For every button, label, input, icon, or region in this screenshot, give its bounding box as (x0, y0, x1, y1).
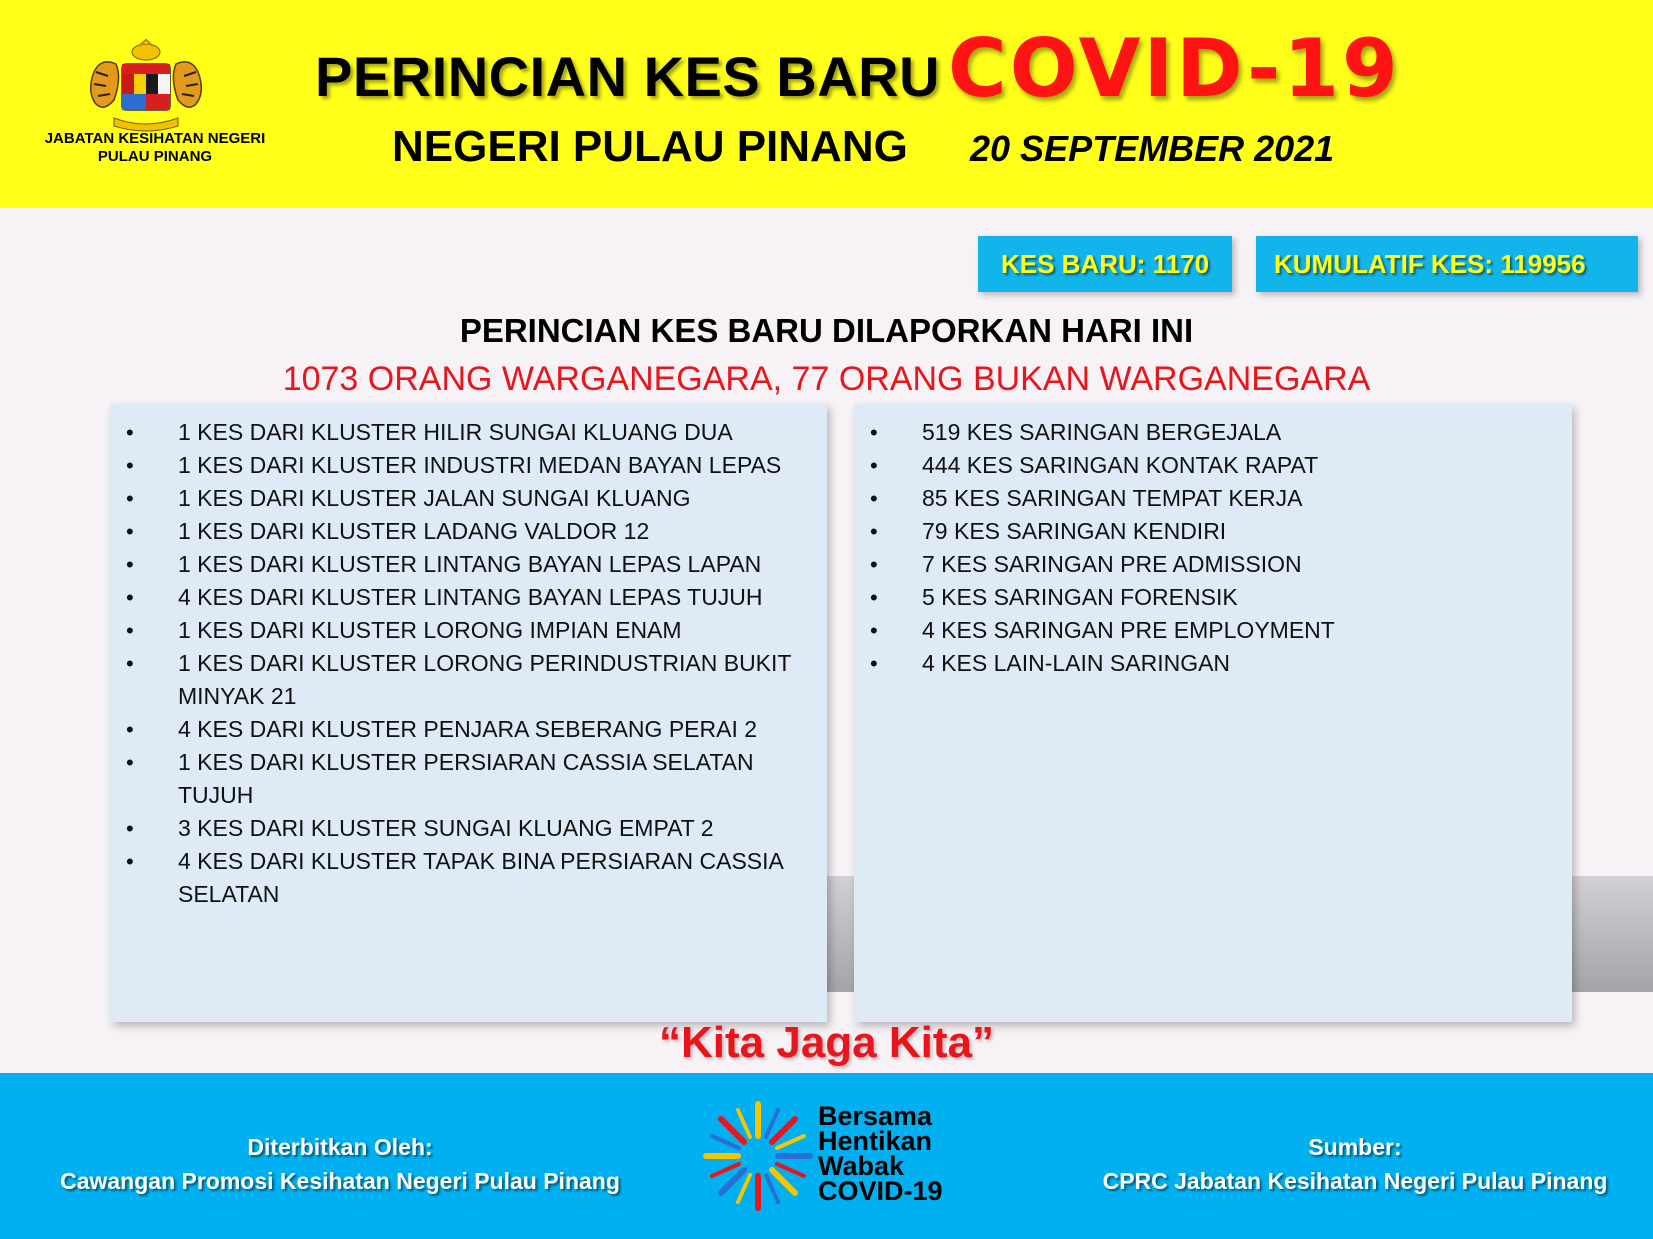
bullet: • (870, 585, 878, 610)
cluster-text: 4 KES DARI KLUSTER TAPAK BINA PERSIARAN CASSIA SELATAN (178, 848, 783, 907)
campaign-line-1: Bersama (818, 1101, 933, 1131)
section-heading: PERINCIAN KES BARU DILAPORKAN HARI INI (459, 312, 1194, 349)
source-label: Sumber: (1308, 1134, 1402, 1160)
bullet: • (126, 519, 134, 544)
list-item (110, 482, 827, 515)
list-item (854, 416, 1572, 449)
cluster-text: 4 KES DARI KLUSTER PENJARA SEBERANG PERAI 2 (178, 716, 758, 742)
list-item (854, 548, 1572, 581)
cluster-text: 1 KES DARI KLUSTER INDUSTRI MEDAN BAYAN LEPAS (178, 452, 782, 478)
cluster-text: 1 KES DARI KLUSTER LADANG VALDOR 12 (178, 518, 650, 544)
list-item (854, 449, 1572, 482)
screening-text: 7 KES SARINGAN PRE ADMISSION (922, 551, 1302, 577)
bullet: • (870, 618, 878, 643)
campaign-line-3: Wabak (818, 1151, 905, 1181)
screening-text: 519 KES SARINGAN BERGEJALA (922, 419, 1282, 445)
cluster-list (110, 404, 827, 911)
slogan: “Kita Jaga Kita” (659, 1018, 994, 1067)
screening-text: 4 KES LAIN-LAIN SARINGAN (922, 650, 1231, 676)
list-item (854, 515, 1572, 548)
bullet: • (126, 618, 134, 643)
list-item (110, 614, 827, 647)
bullet: • (126, 750, 134, 775)
bullet: • (126, 453, 134, 478)
screening-text: 79 KES SARINGAN KENDIRI (922, 518, 1227, 544)
publisher-label: Diterbitkan Oleh: (247, 1134, 433, 1160)
bullet: • (126, 651, 134, 676)
cluster-panel (110, 404, 827, 1022)
department-line-1: JABATAN KESIHATAN NEGERI (44, 130, 266, 147)
header-banner (0, 0, 1653, 208)
bullet: • (126, 816, 134, 841)
cluster-text: 1 KES DARI KLUSTER LORONG IMPIAN ENAM (178, 617, 682, 643)
bullet: • (126, 420, 134, 445)
report-date: 20 SEPTEMBER 2021 (970, 128, 1335, 169)
bullet: • (126, 717, 134, 742)
bullet: • (870, 453, 878, 478)
list-item (110, 515, 827, 548)
list-item (110, 647, 827, 713)
cluster-text: 1 KES DARI KLUSTER JALAN SUNGAI KLUANG (178, 485, 691, 511)
cluster-text: 1 KES DARI KLUSTER LORONG PERINDUSTRIAN BUKIT MINYAK 21 (178, 650, 792, 709)
screening-text: 4 KES SARINGAN PRE EMPLOYMENT (922, 617, 1335, 643)
covid-title: COVID-19 (948, 22, 1401, 115)
page-title: PERINCIAN KES BARU (315, 45, 941, 108)
list-item (110, 845, 827, 911)
source-name: CPRC Jabatan Kesihatan Negeri Pulau Pinang (1102, 1168, 1608, 1194)
screening-list (854, 404, 1572, 680)
list-item (110, 449, 827, 482)
cluster-text: 1 KES DARI KLUSTER LINTANG BAYAN LEPAS LAPAN (178, 551, 762, 577)
campaign-line-2: Hentikan (818, 1126, 933, 1156)
screening-text: 444 KES SARINGAN KONTAK RAPAT (922, 452, 1319, 478)
bullet: • (126, 552, 134, 577)
list-item (110, 812, 827, 845)
bullet: • (870, 519, 878, 544)
screening-panel (854, 404, 1572, 1022)
bullet: • (870, 420, 878, 445)
cluster-text: 1 KES DARI KLUSTER PERSIARAN CASSIA SELATAN TUJUH (178, 749, 754, 808)
bullet: • (126, 585, 134, 610)
bullet: • (870, 651, 878, 676)
list-item (854, 482, 1572, 515)
list-item (110, 713, 827, 746)
campaign-burst-icon (698, 1096, 818, 1216)
campaign-text (818, 1101, 943, 1206)
state-title: NEGERI PULAU PINANG (392, 122, 908, 171)
bullet: • (870, 486, 878, 511)
list-item (110, 581, 827, 614)
department-line-2: PULAU PINANG (97, 148, 213, 165)
screening-text: 85 KES SARINGAN TEMPAT KERJA (922, 485, 1303, 511)
bullet: • (126, 486, 134, 511)
list-item (854, 581, 1572, 614)
list-item (110, 746, 827, 812)
screening-text: 5 KES SARINGAN FORENSIK (922, 584, 1238, 610)
list-item (110, 416, 827, 449)
new-cases-badge: KES BARU: 1170 (978, 236, 1232, 292)
department-name (20, 130, 290, 166)
list-item (854, 647, 1572, 680)
campaign-line-4: COVID-19 (818, 1176, 943, 1206)
coat-of-arms-logo (84, 38, 208, 138)
citizenship-breakdown: 1073 ORANG WARGANEGARA, 77 ORANG BUKAN WARGANEGARA (282, 360, 1371, 398)
cluster-text: 4 KES DARI KLUSTER LINTANG BAYAN LEPAS TUJUH (178, 584, 763, 610)
cluster-text: 3 KES DARI KLUSTER SUNGAI KLUANG EMPAT 2 (178, 815, 714, 841)
list-item (110, 548, 827, 581)
cumulative-cases-badge: KUMULATIF KES: 119956 (1256, 236, 1638, 292)
cluster-text: 1 KES DARI KLUSTER HILIR SUNGAI KLUANG DUA (178, 419, 733, 445)
list-item (854, 614, 1572, 647)
bullet: • (870, 552, 878, 577)
bullet: • (126, 849, 134, 874)
publisher-name: Cawangan Promosi Kesihatan Negeri Pulau Pinang (60, 1168, 620, 1194)
